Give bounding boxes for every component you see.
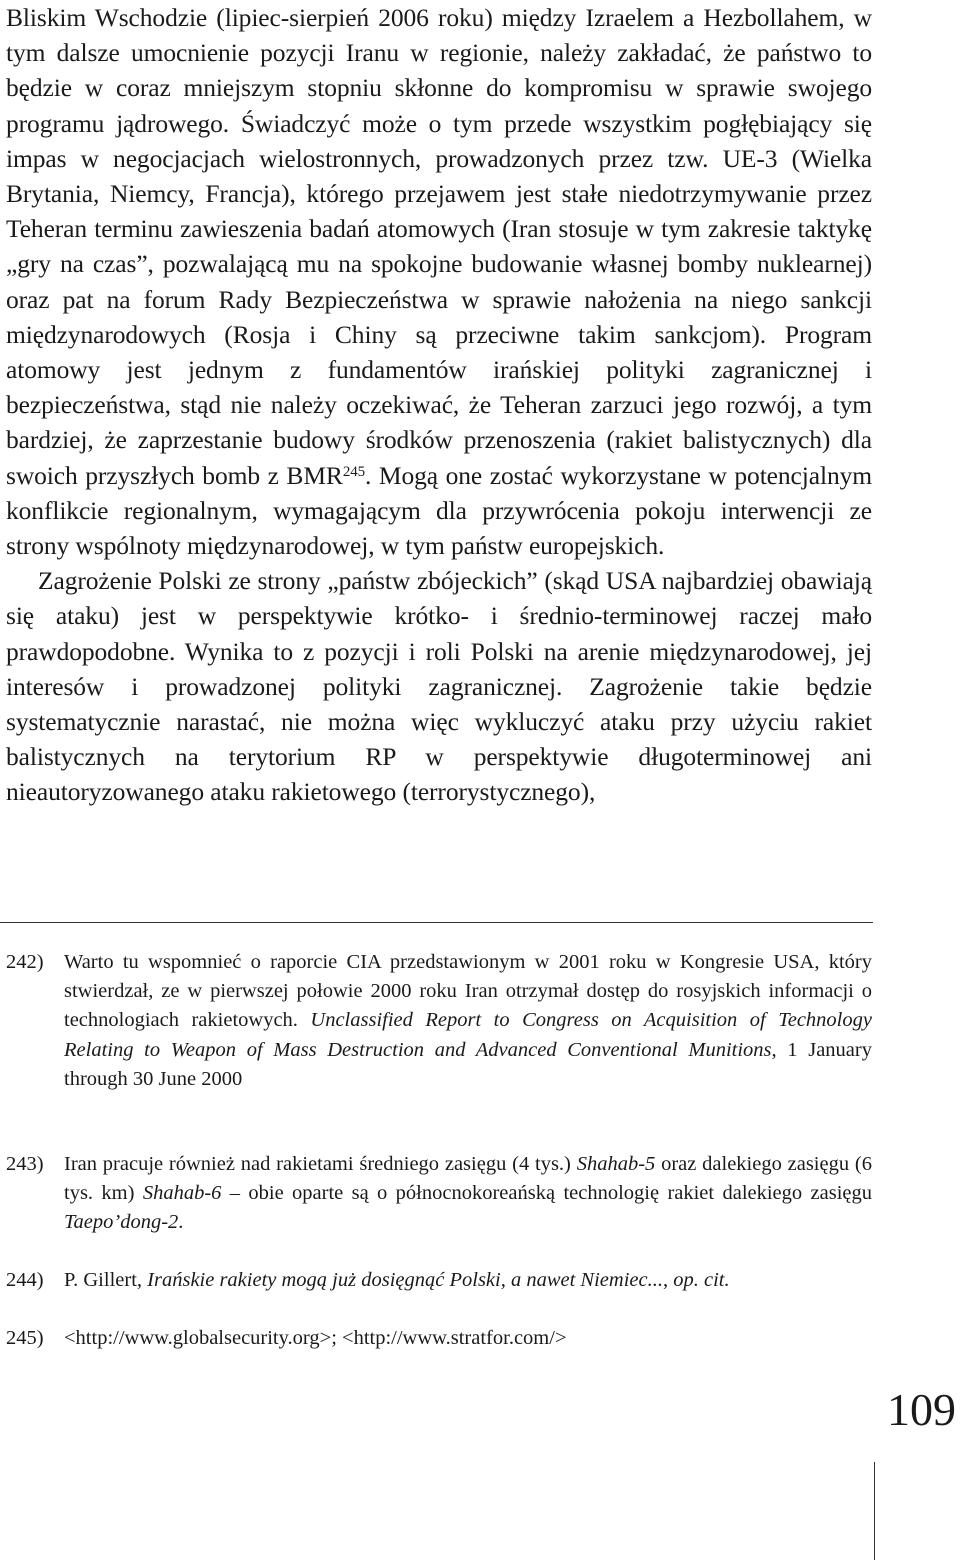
footnote-text: <http://www.globalsecurity.org>; <http://www.stratfor.com/> bbox=[64, 1327, 567, 1349]
footnote-italic: Shahab-6 bbox=[142, 1182, 222, 1205]
footnote-242 bbox=[6, 948, 872, 1094]
paragraph-1-text-b: . Mogą one zostać wykorzystane w potencjalnym konflikcie regionalnym, wymagającym dla przywrócenia pokoju interwencji ze strony wspólnoty międzynarodowej, w tym państw europejskich. bbox=[6, 460, 872, 561]
paragraph-1-text-a: Bliskim Wschodzie (lipiec-sierpień 2006 roku) między Izraelem a Hezbollahem, w tym dalsze umocnienie pozycji Iranu w regionie, należy zakładać, że państwo to będzie w coraz mniejszym stopniu skłonne do kompromisu w sprawie swojego programu jądrowego. Świadczyć może o tym przede wszystkim pogłębiający się impas w negocjacjach wielostronnych, prowadzonych przez tzw. UE-3 (Wielka Brytania, Niemcy, Francja), którego przejawem jest stałe niedotrzymywanie przez Teheran terminu zawieszenia badań atomowych (Iran stosuje w tym zakresie taktykę „gry na czas”, pozwalającą mu na spokojne budowanie własnej bomby nuklearnej) oraz pat na forum Rady Bezpieczeństwa w sprawie nałożenia na niego sankcji międzynarodowych (Rosja i Chiny są przeciwne takim sankcjom). Program atomowy jest jednym z fundamentów irańskiej polityki zagranicznej i bezpieczeństwa, stąd nie należy oczekiwać, że Teheran zarzuci jego rozwój, a tym bardziej, że zaprzestanie budowy środków przenoszenia (rakiet balistycznych) dla swoich przyszłych bomb z BMR bbox=[6, 3, 872, 490]
footnote-plain: , bbox=[662, 1269, 674, 1291]
paragraph-1 bbox=[6, 0, 872, 563]
footnote-number: 245) bbox=[6, 1327, 44, 1349]
footnote-italic-title: Irańskie rakiety mogą już dosięgnąć Polski, a nawet Niemiec... bbox=[147, 1269, 663, 1291]
footnote-plain: . bbox=[178, 1211, 184, 1234]
footnote-number: 244) bbox=[6, 1269, 44, 1291]
footnote-separator bbox=[0, 922, 873, 923]
paragraph-2: Zagrożenie Polski ze strony „państw zbójeckich” (skąd USA najbardziej obawiają się ataku) jest w perspektywie krótko- i średnio-terminowej raczej mało prawdopodobne. Wynika to z pozycji i roli Polski na arenie międzynarodowej, jej interesów i prowadzonej polityki zagranicznej. Zagrożenie takie będzie systematycznie narastać, nie można więc wykluczyć ataku przy użyciu rakiet balistycznych na terytorium RP w perspektywie długoterminowej ani nieautoryzowanego ataku rakietowego (terrorystycznego), bbox=[6, 566, 872, 807]
footnote-italic-title: Unclassified Report to Congress on Acquisition of Technology Relating to Weapon of Mass Destruction and Advanced Conventional Munitions bbox=[64, 1009, 872, 1061]
footnote-number: 243) bbox=[6, 1153, 44, 1175]
footnote-italic: Shahab-5 bbox=[576, 1153, 656, 1175]
footnote-italic: op. cit. bbox=[673, 1269, 730, 1291]
footnote-243 bbox=[6, 1150, 872, 1238]
footnote-number: 242) bbox=[6, 951, 44, 973]
footnote-plain: Iran pracuje również nad rakietami średniego zasięgu (4 tys.) bbox=[64, 1153, 577, 1175]
main-text bbox=[6, 0, 872, 810]
footnote-plain: – obie oparte są o północnokoreańską technologię rakiet dalekiego zasięgu bbox=[221, 1182, 872, 1205]
footnote-245 bbox=[6, 1324, 872, 1353]
footnote-244 bbox=[6, 1266, 872, 1295]
footnote-text bbox=[64, 1266, 872, 1295]
footnote-plain-tail: , 1 January through 30 June 2000 bbox=[64, 1038, 872, 1090]
footnote-ref-245: 245 bbox=[342, 463, 366, 480]
footnote-text bbox=[64, 1150, 872, 1238]
page-number: 109 bbox=[887, 1384, 956, 1435]
footnote-italic: Taepo’dong-2 bbox=[64, 1211, 179, 1234]
footnote-plain: Warto tu wspomnieć o raporcie CIA przedstawionym w 2001 roku w Kongresie USA, który stwierdzał, ze w pierwszej połowie 2000 roku Iran otrzymał dostęp do rosyjskich informacji o technologiach rakietowych. bbox=[64, 951, 872, 1032]
footnote-plain: P. Gillert, bbox=[64, 1269, 148, 1291]
page-side-rule bbox=[874, 1462, 875, 1560]
footnote-plain: oraz dalekiego zasięgu (6 tys. km) bbox=[64, 1153, 872, 1205]
footnote-text bbox=[64, 948, 872, 1094]
